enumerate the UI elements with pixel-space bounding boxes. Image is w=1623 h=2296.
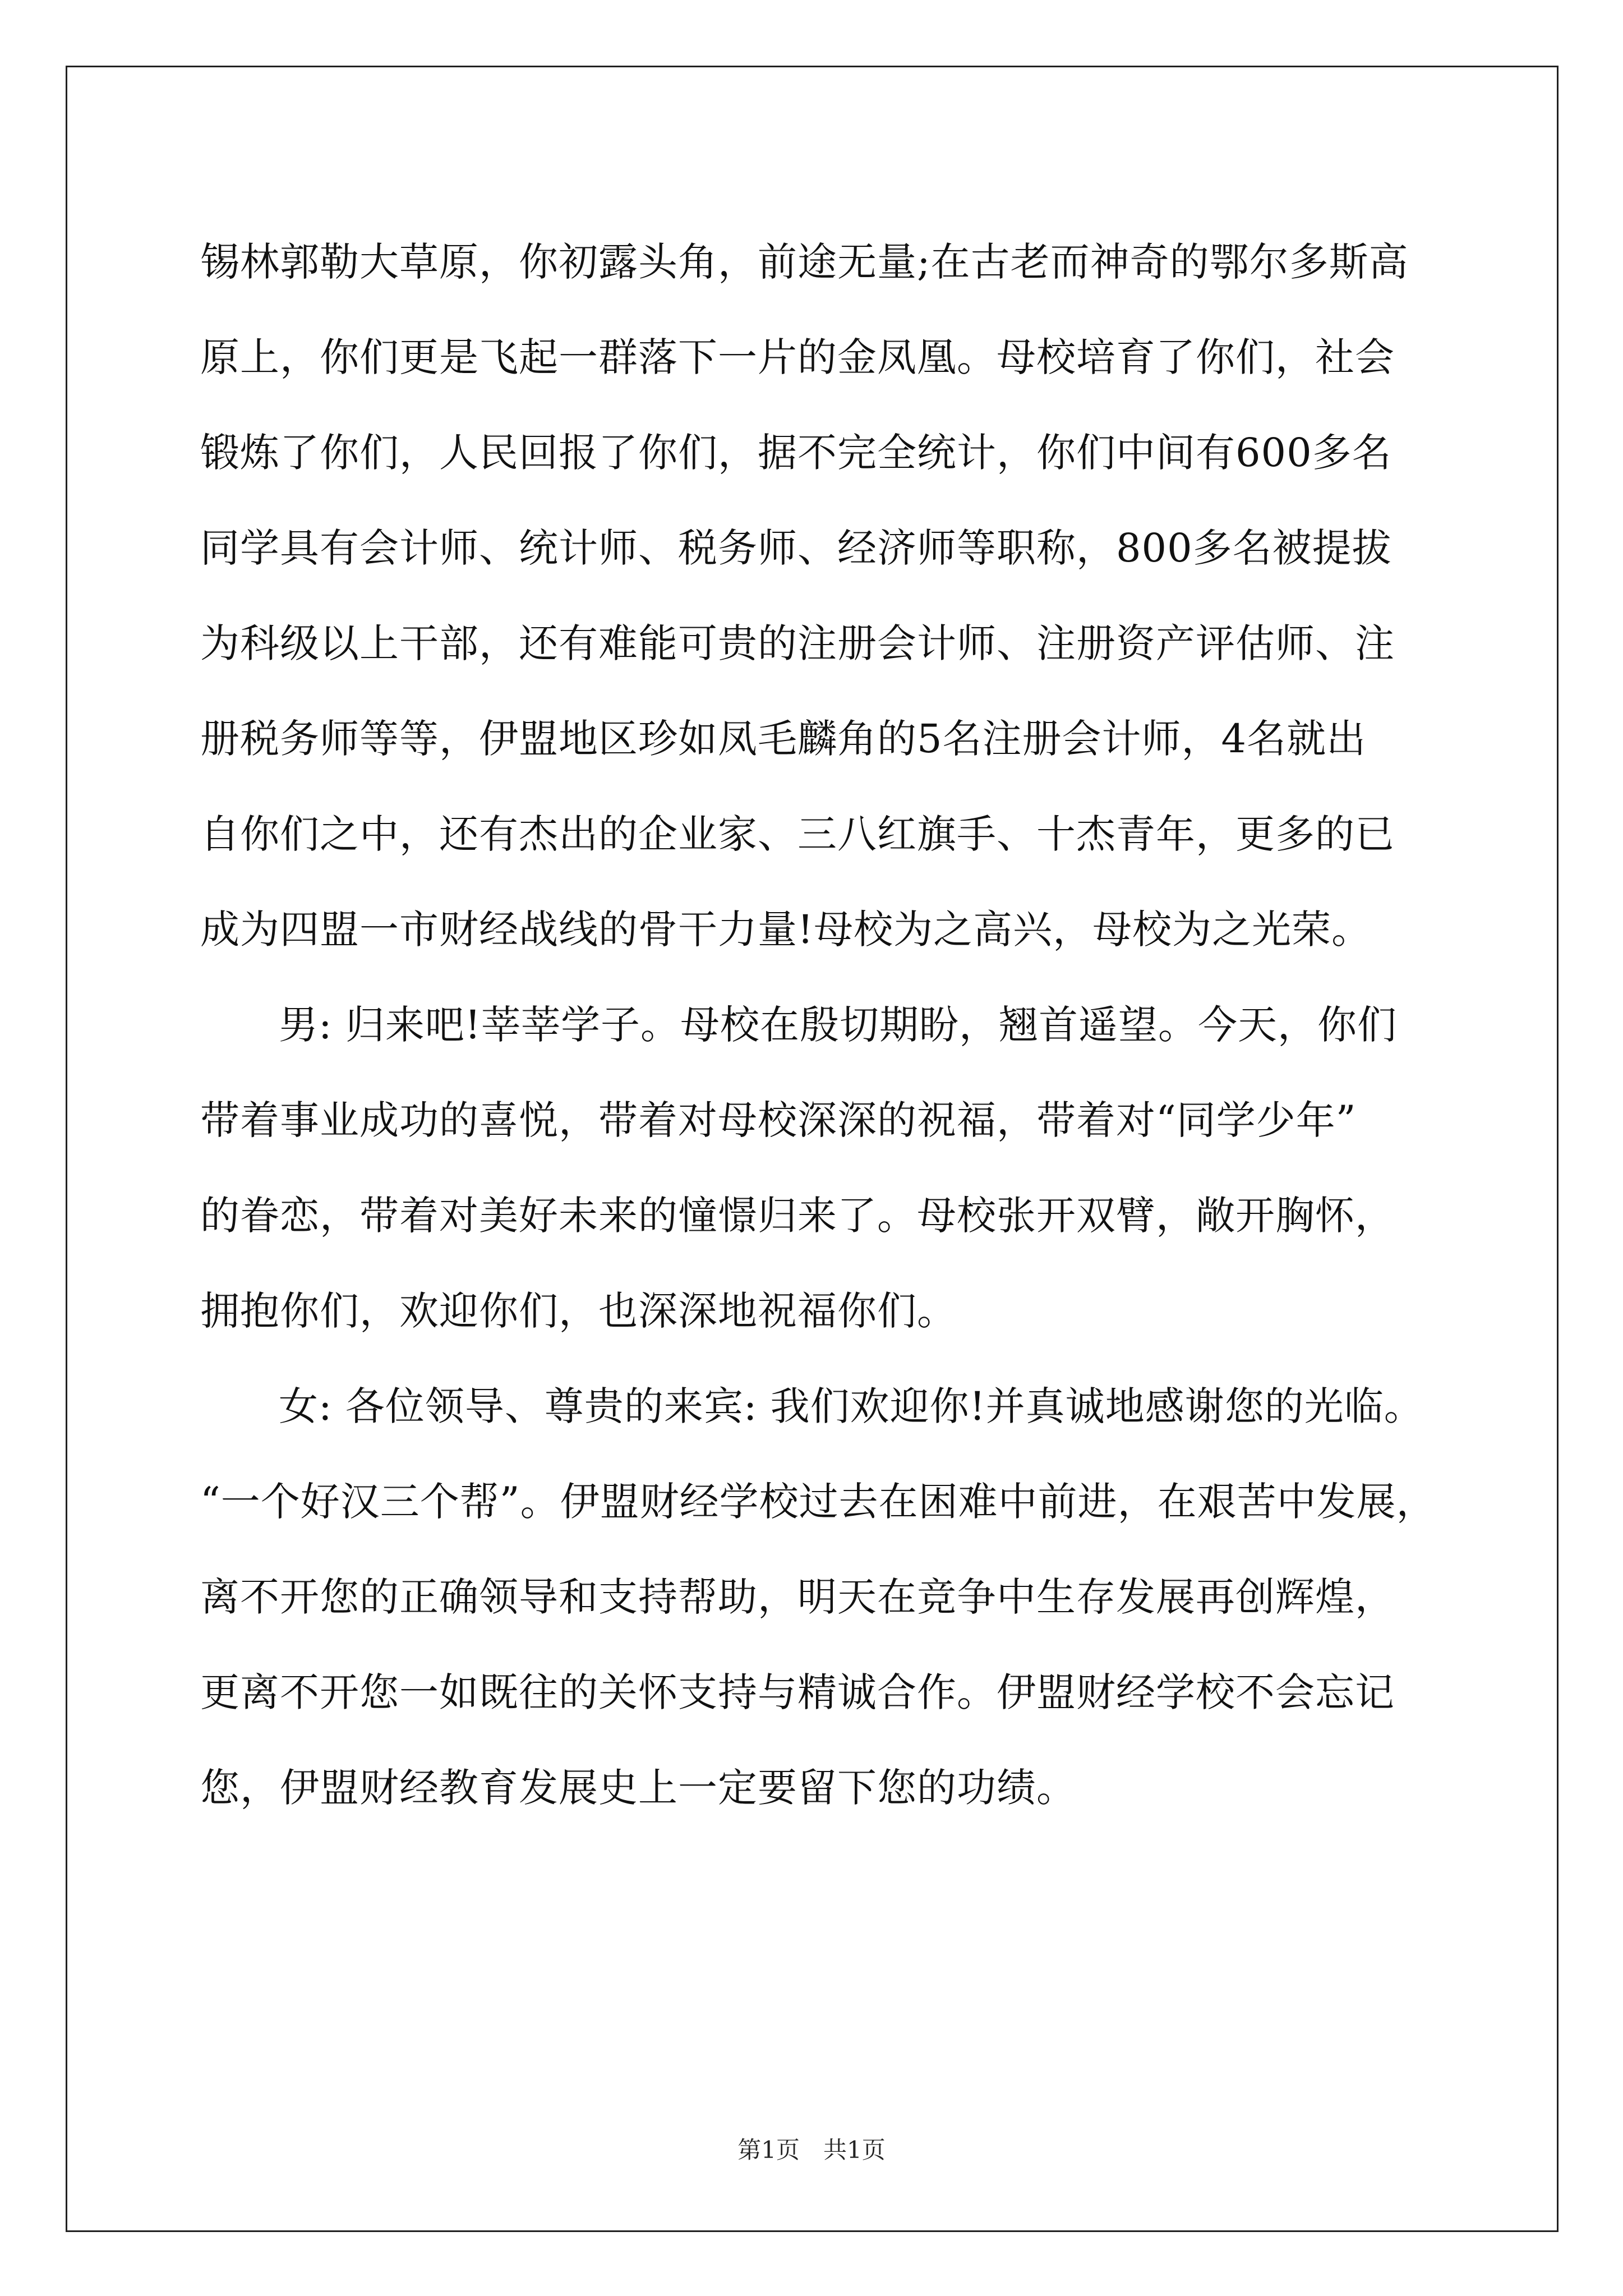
text-line: 册税务师等等，伊盟地区珍如凤毛麟角的5名注册会计师，4名就出 <box>200 716 1367 762</box>
document-body <box>200 214 1434 1835</box>
text-line: 女: 各位领导、尊贵的来宾: 我们欢迎你!并真诚地感谢您的光临。 <box>279 1383 1424 1429</box>
text-line: 自你们之中，还有杰出的企业家、三八红旗手、十杰青年，更多的已 <box>200 811 1395 857</box>
text-line: 锻炼了你们，人民回报了你们，据不完全统计，你们中间有600多名 <box>200 430 1392 476</box>
text-line: “一个好汉三个帮”。伊盟财经学校过去在困难中前进，在艰苦中发展， <box>200 1479 1436 1525</box>
text-line: 同学具有会计师、统计师、税务师、经济师等职称，800多名被提拔 <box>200 525 1392 571</box>
paragraph-2 <box>200 977 1434 1359</box>
text-line: 为科级以上干部，还有难能可贵的注册会计师、注册资产评估师、注 <box>200 620 1395 666</box>
text-line: 的眷恋，带着对美好未来的憧憬归来了。母校张开双臂，敞开胸怀， <box>200 1193 1395 1239</box>
paragraph-1 <box>200 214 1434 977</box>
paragraph-3 <box>200 1359 1434 1835</box>
text-line: 带着事业成功的喜悦，带着对母校深深的祝福，带着对“同学少年” <box>200 1097 1357 1143</box>
text-line: 原上，你们更是飞起一群落下一片的金凤凰。母校培育了你们，社会 <box>200 334 1395 380</box>
text-line: 您，伊盟财经教育发展史上一定要留下您的功绩。 <box>200 1765 1076 1811</box>
text-line: 成为四盟一市财经战线的骨干力量!母校为之高兴，母校为之光荣。 <box>200 907 1372 953</box>
text-line: 锡林郭勒大草原，你初露头角，前途无量;在古老而神奇的鄂尔多斯高 <box>200 239 1409 285</box>
text-line: 更离不开您一如既往的关怀支持与精诚合作。伊盟财经学校不会忘记 <box>200 1669 1395 1715</box>
text-line: 离不开您的正确领导和支持帮助，明天在竞争中生存发展再创辉煌， <box>200 1574 1395 1620</box>
text-line: 拥抱你们，欢迎你们，也深深地祝福你们。 <box>200 1288 957 1334</box>
page-footer: 第1页 共1页 <box>737 2136 886 2164</box>
text-line: 男: 归来吧!莘莘学子。母校在殷切期盼，翘首遥望。今天，你们 <box>279 1002 1397 1048</box>
